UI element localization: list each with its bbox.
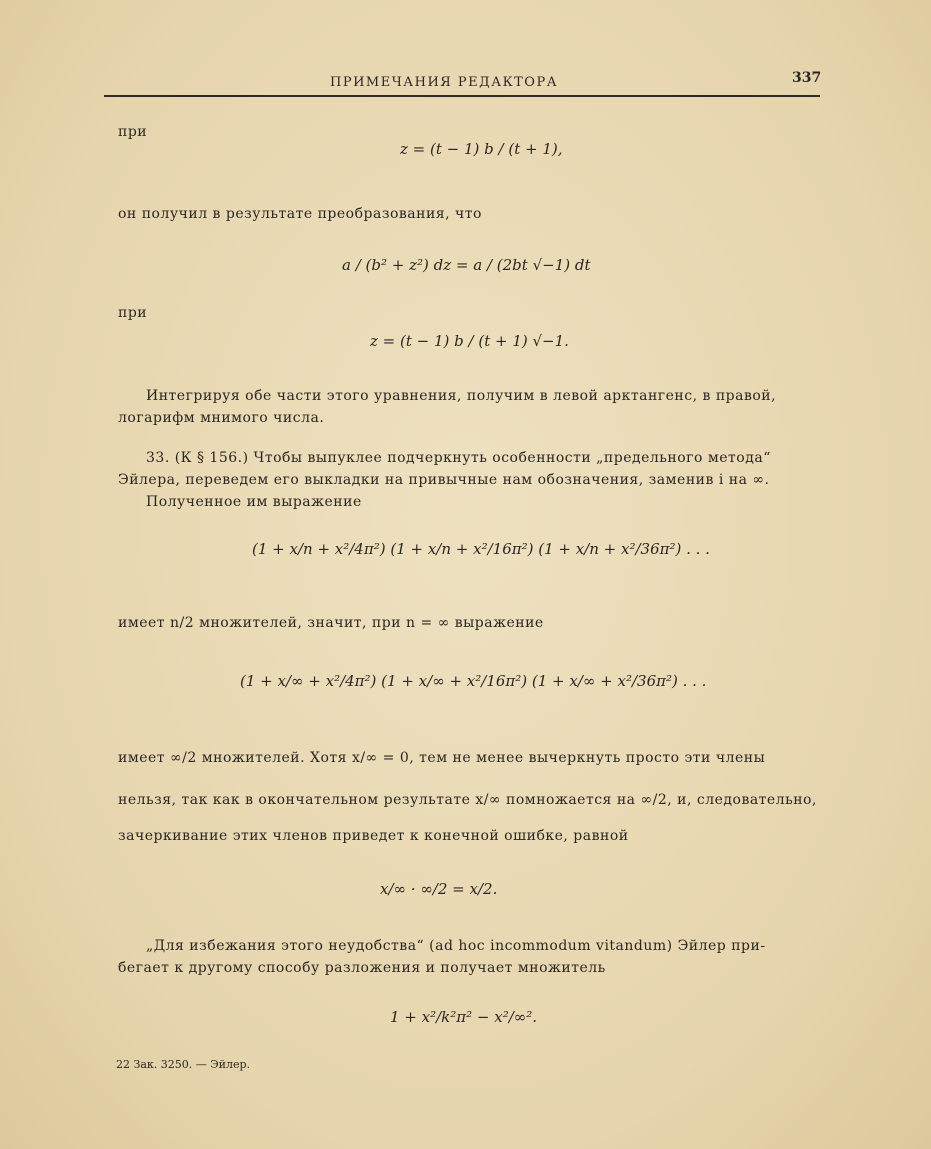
running-header-title: ПРИМЕЧАНИЯ РЕДАКТОРА	[330, 75, 559, 90]
paragraph-line: он получил в результате преобразования, что	[118, 206, 482, 222]
paragraph-line: 33. (К § 156.) Чтобы выпуклее подчеркнуть особенности „предельного метода“	[146, 450, 771, 466]
page-number: 337	[792, 70, 822, 86]
formula-text: x/∞ · ∞/2 = x/2.	[380, 880, 498, 898]
paragraph-line: зачеркивание этих членов приведет к конечной ошибке, равной	[118, 828, 629, 844]
paragraph-line: бегает к другому способу разложения и получает множитель	[118, 960, 606, 976]
paragraph-line: логарифм мнимого числа.	[118, 410, 325, 426]
paragraph-line: Эйлера, переведем его выкладки на привычные нам обозначения, заменив i на ∞.	[118, 472, 770, 488]
paragraph-line: Полученное им выражение	[146, 494, 362, 510]
formula-text: (1 + x/∞ + x²/4π²) (1 + x/∞ + x²/16π²) (1 + x/∞ + x²/36π²) . . .	[240, 672, 707, 690]
formula-product-n	[252, 540, 710, 558]
paragraph-line: имеет n/2 множителей, значит, при n = ∞ выражение	[118, 615, 544, 631]
paragraph-line: при	[118, 305, 148, 321]
header-rule	[104, 95, 820, 97]
paragraph-line: „Для избежания этого неудобства“ (ad hoc incommodum vitandum) Эйлер при-	[146, 938, 766, 954]
paragraph-line: при	[118, 124, 148, 140]
formula-text: 1 + x²/k²π² − x²/∞².	[390, 1008, 538, 1026]
formula-z-substitution	[400, 140, 563, 158]
formula-text: (1 + x/n + x²/4π²) (1 + x/n + x²/16π²) (1 + x/n + x²/36π²) . . .	[252, 540, 710, 558]
formula-factor	[390, 1008, 537, 1026]
paragraph-line: Интегрируя обе части этого уравнения, получим в левой арктангенс, в правой,	[146, 388, 777, 404]
paragraph-line: имеет ∞/2 множителей. Хотя x/∞ = 0, тем не менее вычеркнуть просто эти члены	[118, 750, 766, 766]
formula-product-infinity	[240, 672, 706, 690]
formula-text: z = (t − 1) b / (t + 1) √−1.	[370, 332, 569, 350]
formula-differential	[342, 256, 591, 274]
formula-text: z = (t − 1) b / (t + 1),	[400, 140, 563, 158]
formula-text: a / (b² + z²) dz = a / (2bt √−1) dt	[342, 256, 591, 274]
paragraph-line: нельзя, так как в окончательном результате x/∞ помножается на ∞/2, и, следовательно,	[118, 792, 817, 808]
formula-z-imaginary	[370, 332, 569, 350]
formula-error	[380, 880, 497, 898]
footer-signature: 22 Зак. 3250. — Эйлер.	[116, 1058, 251, 1071]
